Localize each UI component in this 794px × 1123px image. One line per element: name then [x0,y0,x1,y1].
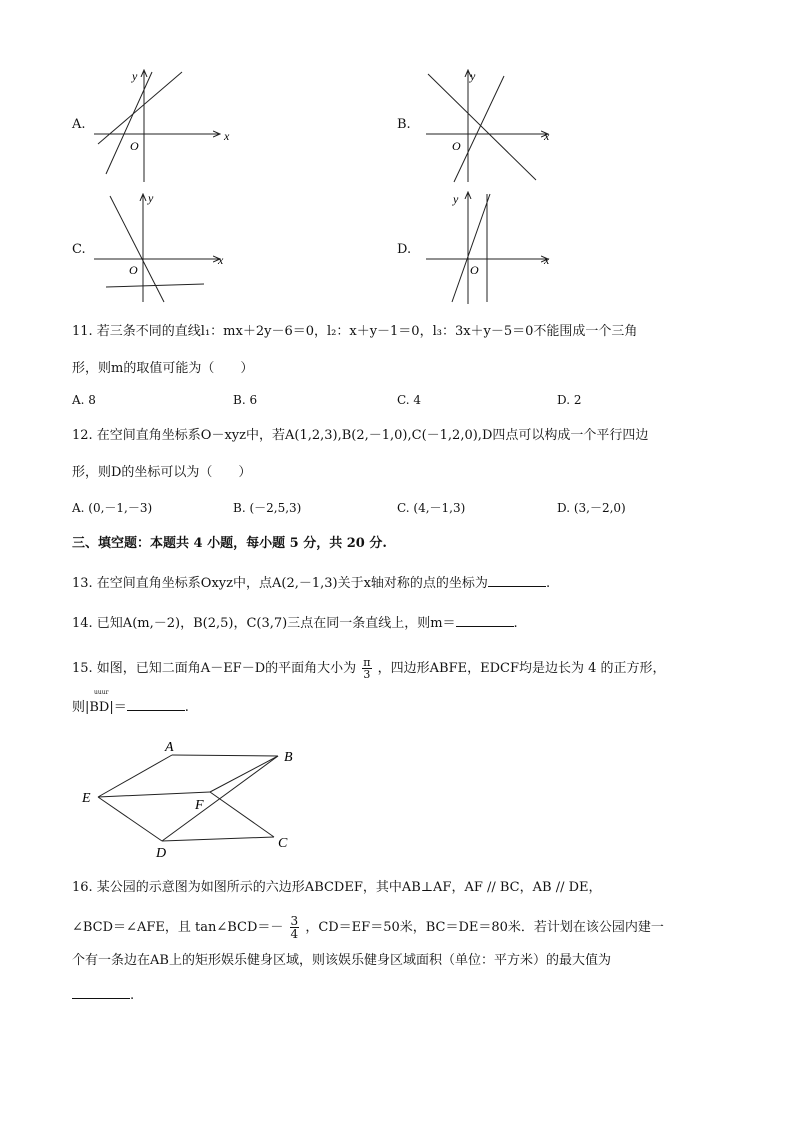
q12-option-b: B. (－2,5,3) [233,501,302,515]
q16-line2a: ∠BCD＝∠AFE，且 tan∠BCD＝－ [72,920,284,935]
point-a-label: A [165,740,174,755]
graph-c [92,190,232,305]
q12-option-c: C. (4,－1,3) [397,501,466,515]
point-b-label: B [284,750,293,765]
q15-line2 [72,698,189,716]
q14-answer-blank [456,614,514,627]
edge-ef [98,792,210,797]
q16-end: . [130,988,135,1003]
origin-label: O [130,139,139,153]
origin-label: O [129,263,138,277]
q15-vector-mark: uuur [94,689,109,696]
graph-c-label: C. [72,242,86,257]
q11-line2: 形，则m的取值可能为（ ） [72,361,254,376]
q12-line2: 形，则D的坐标可以为（ ） [72,465,252,480]
q12-option-a: A. (0,－1,－3) [72,501,153,515]
x-label: x [224,129,230,143]
x-label: x [544,253,550,267]
q16-line3: 个有一条边在AB上的矩形娱乐健身区域，则该娱乐健身区域面积（单位：平方米）的最大值为 [72,953,611,968]
q15-line2-text: 则|BD|＝ [72,700,127,715]
q15-frac-den: 3 [363,668,371,681]
y-label: y [132,69,138,83]
x-label: x [544,129,550,143]
q16-fraction [290,915,300,940]
q16-frac-num: 3 [290,914,299,928]
edge-dc [162,837,274,841]
x-label: x [218,253,224,267]
line-1 [428,74,536,180]
q11-line1: 11. 若三条不同的直线l₁：mx＋2y－6＝0，l₂：x＋y－1＝0，l₃：3x＋y－5＝0不能围成一个三角 [72,324,638,339]
q16-frac-den: 4 [290,927,299,941]
q15-fraction [362,657,371,680]
edge-ae [98,755,172,797]
edge-bf [210,756,278,792]
y-label: y [470,69,476,83]
q11-option-b: B. 6 [233,393,258,407]
graph-d [420,188,560,306]
q16-line4 [72,986,134,1004]
q12-option-d: D. (3,－2,0) [557,501,626,515]
q15-part2: ，四边形ABFE，EDCF均是边长为 4 的正方形， [377,661,666,676]
section-3-heading: 三、填空题：本题共 4 小题，每小题 5 分，共 20 分. [72,536,387,551]
line-2 [106,72,152,174]
edge-ab [172,755,278,756]
q15-part1: 15. 如图，已知二面角A－EF－D的平面角大小为 [72,661,357,676]
q16-line2 [72,915,664,940]
graph-b [420,66,560,184]
q15-line1 [72,657,666,680]
q11-option-a: A. 8 [72,393,96,407]
figure-15 [78,736,308,862]
line-1 [452,194,490,302]
point-f-label: F [195,798,204,813]
graph-a [92,66,232,184]
q14 [72,614,518,632]
q15-answer-blank [127,698,185,711]
y-label: y [453,192,459,206]
origin-label: O [470,263,479,277]
point-d-label: D [156,846,167,861]
q15-frac-num: π [363,656,371,669]
line-2 [454,76,504,182]
y-label: y [148,191,154,205]
edge-db [162,756,278,841]
q13 [72,574,550,592]
q14-end: . [513,616,518,631]
q14-text: 14. 已知A(m,－2)，B(2,5)，C(3,7)三点在同一条直线上，则m＝ [72,616,456,631]
q13-end: . [545,576,551,591]
q13-answer-blank [488,574,546,587]
q16-line1: 16. 某公园的示意图为如图所示的六边形ABCDEF，其中AB⊥AF，AF // BC，AB // DE， [72,880,602,895]
graph-b-label: B. [397,117,411,132]
q11-option-d: D. 2 [557,393,582,407]
q11-option-c: C. 4 [397,393,422,407]
edge-ed [98,797,162,841]
point-c-label: C [278,836,288,851]
q15-end: . [184,700,189,715]
graph-d-label: D. [397,242,412,257]
q13-text: 13. 在空间直角坐标系Oxyz中，点A(2,－1,3)关于x轴对称的点的坐标为 [72,576,488,591]
graph-a-label: A. [72,117,86,132]
point-e-label: E [82,791,91,806]
q16-line2b: ，CD＝EF＝50米，BC＝DE＝80米．若计划在该公园内建一 [305,920,664,935]
q12-line1: 12. 在空间直角坐标系O－xyz中，若A(1,2,3),B(2,－1,0),C(－1,2,0),D四点可以构成一个平行四边 [72,428,649,443]
origin-label: O [452,139,461,153]
line-1 [98,72,182,144]
q16-answer-blank [72,986,130,999]
